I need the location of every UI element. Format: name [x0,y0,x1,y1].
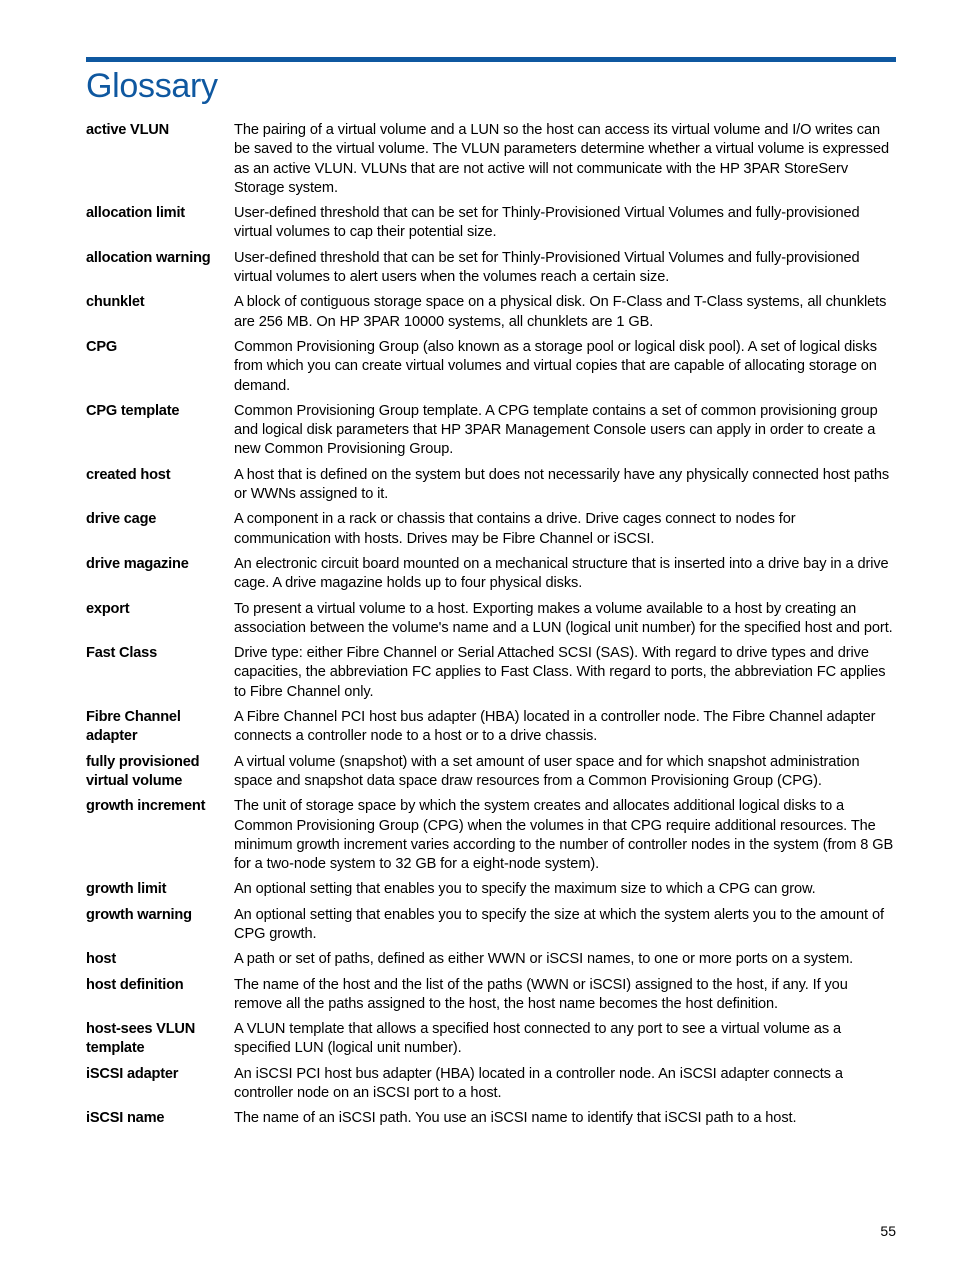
glossary-entry [86,1020,896,1059]
glossary-term: host [86,951,117,968]
glossary-entry [86,880,896,899]
glossary-term: allocation warning [86,249,211,266]
glossary-entry [86,555,896,594]
glossary-definition: A component in a rack or chassis that contains a drive. Drive cages connect to nodes for communication with hosts. Drives may be Fibre Channel or iSCSI. [234,511,796,547]
glossary-term: Fast Class [86,645,158,662]
glossary-definition: An optional setting that enables you to specify the size at which the system alerts you to the amount of CPG growth. [234,906,884,942]
glossary-definition: An electronic circuit board mounted on a mechanical structure that is inserted into a drive bay in a drive cage. A drive magazine holds up to four physical disks. [234,555,889,592]
glossary-entry [86,600,896,639]
glossary-term: chunklet [86,294,145,311]
glossary-definition: An optional setting that enables you to specify the maximum size to which a CPG can grow. [234,881,816,898]
glossary-term: host-sees VLUN template [86,1021,196,1057]
glossary-definition: User-defined threshold that can be set for Thinly-Provisioned Virtual Volumes and fully-provisioned virtual volumes to cap their potential size. [234,205,860,241]
glossary-term: drive cage [86,511,157,528]
glossary-definition: A host that is defined on the system but does not necessarily have any physically connected host paths or WWNs assigned to it. [234,466,890,503]
glossary-entry [86,906,896,945]
glossary-entry [86,644,896,702]
glossary-entry [86,466,896,505]
page-number: 55 [880,1223,896,1239]
glossary-term: growth limit [86,881,167,898]
glossary-entry [86,338,896,396]
glossary-entry [86,1109,896,1128]
glossary-definition: The name of the host and the list of the paths (WWN or iSCSI) assigned to the host, if any. If you remove all the paths assigned to the host, the host name becomes the host definition. [234,976,848,1012]
glossary-term: export [86,600,130,617]
glossary-entry [86,249,896,288]
glossary-definition: To present a virtual volume to a host. Exporting makes a volume available to a host by creating an association between the volume's name and a LUN (logical unit number) for the specified host and port. [234,600,893,636]
glossary-entry [86,708,896,747]
glossary-term: Fibre Channel adapter [86,709,181,745]
glossary-term: drive magazine [86,555,189,572]
glossary-definition: A virtual volume (snapshot) with a set amount of user space and for which snapshot administration space and snapshot data space draw resources from a Common Provisioning Group (CPG). [234,753,860,789]
page-title: Glossary [86,67,218,105]
glossary-list [86,121,896,1135]
glossary-definition: A path or set of paths, defined as either WWN or iSCSI names, to one or more ports on a system. [234,951,854,968]
glossary-definition: An iSCSI PCI host bus adapter (HBA) located in a controller node. An iSCSI adapter connects a controller node on an iSCSI port to a host. [234,1065,843,1102]
glossary-entry [86,797,896,874]
glossary-definition: Drive type: either Fibre Channel or Serial Attached SCSI (SAS). With regard to drive types and drive capacities, the abbreviation FC applies to Fast Class. With regard to ports, the abbreviation FC applies to Fibre Channel only. [234,645,886,700]
glossary-term: created host [86,466,171,483]
glossary-term: fully provisioned virtual volume [86,753,200,789]
title-rule [86,57,896,62]
glossary-entry [86,402,896,460]
glossary-entry [86,293,896,332]
glossary-definition: Common Provisioning Group template. A CPG template contains a set of common provisioning group and logical disk parameters that HP 3PAR Management Console users can apply in order to create a new Common Provisioning Group. [234,402,878,458]
glossary-entry [86,121,896,198]
glossary-definition: The pairing of a virtual volume and a LUN so the host can access its virtual volume and I/O writes can be saved to the virtual volume. The VLUN parameters determine whether a virtual volume is expressed as an active VLUN. VLUNs that are not active will not communicate with the HP 3PAR StoreServ Storage system. [234,122,889,196]
glossary-term: growth warning [86,906,192,923]
glossary-term: iSCSI adapter [86,1065,179,1082]
glossary-term: CPG [86,338,118,355]
glossary-term: allocation limit [86,205,185,222]
glossary-definition: A VLUN template that allows a specified host connected to any port to see a virtual volume as a specified LUN (logical unit number). [234,1021,842,1057]
glossary-term: growth increment [86,798,206,815]
glossary-definition: User-defined threshold that can be set for Thinly-Provisioned Virtual Volumes and fully-provisioned virtual volumes to alert users when the volumes reach a certain size. [234,249,860,286]
glossary-definition: The name of an iSCSI path. You use an iSCSI name to identify that iSCSI path to a host. [234,1110,797,1127]
glossary-definition: Common Provisioning Group (also known as a storage pool or logical disk pool). A set of logical disks from which you can create virtual volumes and virtual copies that are capable of allocating storage on demand. [234,338,877,394]
glossary-entry [86,976,896,1015]
glossary-entry [86,1065,896,1104]
glossary-definition: The unit of storage space by which the system creates and allocates additional logical disks to a Common Provisioning Group (CPG) when the volumes in that CPG require additional resources. The minimum growth increment varies according to the number of controller nodes in the system (from 8 GB for a two-node system to 32 GB for a eight-node system). [234,798,894,873]
glossary-term: active VLUN [86,122,169,138]
glossary-definition: A Fibre Channel PCI host bus adapter (HBA) located in a controller node. The Fibre Channel adapter connects a controller node to a host or to a drive chassis. [234,709,876,745]
glossary-entry [86,950,896,969]
glossary-entry [86,753,896,792]
glossary-definition: A block of contiguous storage space on a physical disk. On F-Class and T-Class systems, all chunklets are 256 MB. On HP 3PAR 10000 systems, all chunklets are 1 GB. [234,294,887,330]
glossary-term: host definition [86,976,184,993]
glossary-term: iSCSI name [86,1110,165,1127]
glossary-term: CPG template [86,402,180,419]
glossary-entry [86,510,896,549]
glossary-entry [86,204,896,243]
